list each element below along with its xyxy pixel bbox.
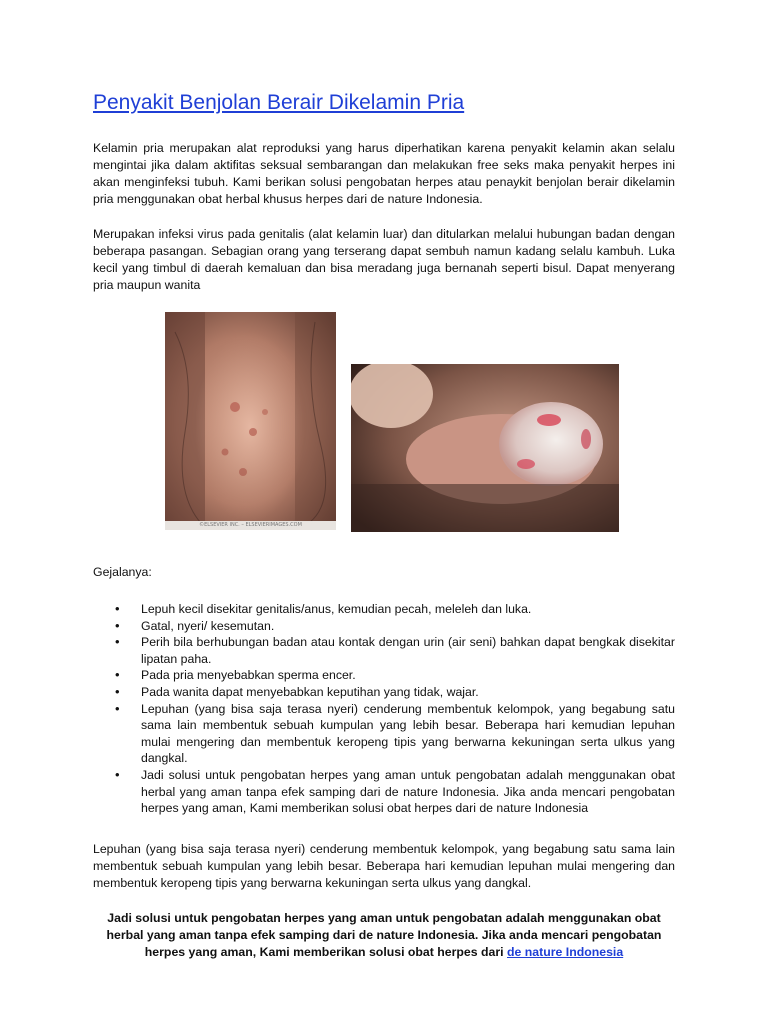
list-item: • Lepuh kecil disekitar genitalis/anus, kemudian pecah, meleleh dan luka. <box>141 601 675 618</box>
photo-right <box>351 364 619 532</box>
list-item: • Pada pria menyebabkan sperma encer. <box>141 667 675 684</box>
photo-caption: ©ELSEVIER INC. – ELSEVIERIMAGES.COM <box>165 521 336 530</box>
page-title[interactable]: Penyakit Benjolan Berair Dikelamin Pria <box>93 91 465 114</box>
photo-row <box>93 312 675 544</box>
list-item: • Lepuhan (yang bisa saja terasa nyeri) cenderung membentuk kelompok, yang begabung satu sama lain membentuk sebuah kumpulan yang lebih besar. Beberapa hari kemudian lepuhan mulai mengering dan membentuk keropeng tipis yang berwarna kekuningan serta ulkus yang dangkal. <box>141 701 675 767</box>
list-item: • Gatal, nyeri/ kesemutan. <box>141 618 675 635</box>
list-item: • Pada wanita dapat menyebabkan keputihan yang tidak, wajar. <box>141 684 675 701</box>
symptoms-label: Gejalanya: <box>93 565 152 579</box>
list-item: • Perih bila berhubungan badan atau kontak dengan urin (air seni) bahkan dapat bengkak disekitar lipatan paha. <box>141 634 675 667</box>
description-paragraph: Merupakan infeksi virus pada genitalis (alat kelamin luar) dan ditularkan melalui hubungan badan dengan beberapa pasangan. Sebagian orang yang terserang dapat sembuh namun kadang selalu kambuh. Luka kecil yang timbul di daerah kemaluan dan bisa meradang juga bernanah seperti bisul. Dapat menyerang pria maupun wanita <box>93 227 675 292</box>
de-nature-link[interactable]: de nature Indonesia <box>507 944 624 959</box>
closing-paragraph <box>93 910 675 961</box>
blister-paragraph: Lepuhan (yang bisa saja terasa nyeri) cenderung membentuk kelompok, yang begabung satu sama lain membentuk sebuah kumpulan yang lebih besar. Beberapa hari kemudian lepuhan mulai mengering dan membentuk keropeng tipis yang berwarna kekuningan serta ulkus yang dangkal. <box>93 841 675 890</box>
closing-text: Jadi solusi untuk pengobatan herpes yang aman untuk pengobatan adalah menggunakan obat herbal yang aman tanpa efek samping dari de nature Indonesia. Jika anda mencari pengobatan herpes yang aman, Kami memberikan solusi obat herpes dari <box>106 910 662 959</box>
photo-left <box>165 312 336 530</box>
symptoms-list <box>93 601 675 817</box>
list-item: • Jadi solusi untuk pengobatan herpes yang aman untuk pengobatan adalah menggunakan obat herbal yang aman tanpa efek samping dari de nature Indonesia. Jika anda mencari pengobatan herpes yang aman, Kami memberikan solusi obat herpes dari de nature Indonesia <box>141 767 675 817</box>
intro-paragraph: Kelamin pria merupakan alat reproduksi yang harus diperhatikan karena penyakit kelamin akan selalu mengintai jika dalam aktifitas seksual sembarangan dan melakukan free seks maka penyakit herpes ini akan menginfeksi tubuh. Kami berikan solusi pengobatan herpes atau penaykit benjolan berair dikelamin pria menggunakan obat herbal khusus herpes dari de nature Indonesia. <box>93 141 675 206</box>
